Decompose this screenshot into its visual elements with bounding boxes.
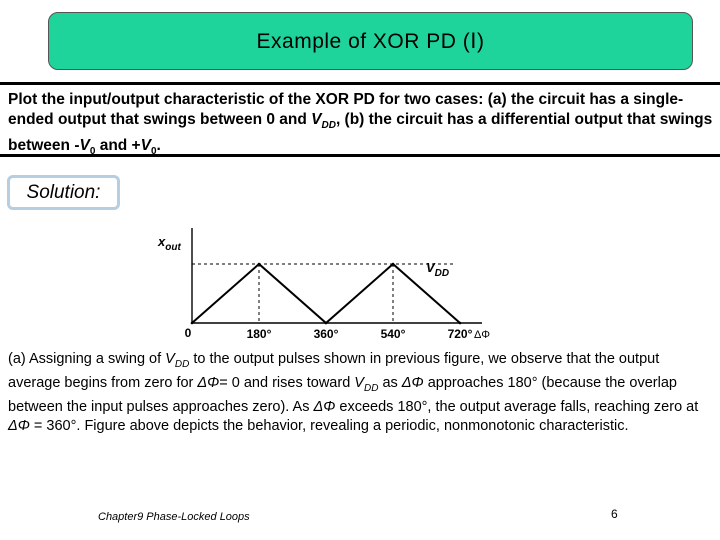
data-point bbox=[325, 322, 328, 325]
problem-text: Plot the input/output characteristic of the XOR PD for two cases: (a) the circuit has a single-ended output that swings between 0 and $V_{DD}$, (b) the circuit has a differential output that swings between $-V_0$ and $+V_0$. bbox=[8, 91, 713, 158]
y-axis-label: $x_{out}$ bbox=[158, 234, 181, 253]
solution-description: (a) Assigning a swing of $V_{DD}$ to the output pulses shown in previous figure, we observe that the output average begins from zero for ΔΦ= 0 and rises toward $V_{DD}$ as ΔΦ approaches 180° (because the overlap between the input pulses approaches zero). As ΔΦ exceeds 180°, the output average falls, reaching zero at ΔΦ = 360°. Figure above depicts the behavior, revealing a periodic, nonmonotonic characteristic. bbox=[8, 351, 699, 435]
problem-statement bbox=[0, 82, 720, 157]
x-tick-label: 360° bbox=[313, 327, 339, 341]
data-point bbox=[258, 263, 261, 266]
origin-label: 0 bbox=[184, 326, 192, 340]
vdd-level-label: $V_{DD}$ bbox=[426, 260, 450, 279]
x-tick-label: 720° bbox=[447, 327, 473, 341]
x-axis-label: ΔΦ bbox=[473, 329, 491, 341]
data-point bbox=[459, 322, 462, 325]
xor-characteristic-line bbox=[192, 264, 460, 323]
slide-title: Example of XOR PD (Ⅰ) bbox=[256, 29, 485, 53]
xor-characteristic-chart bbox=[150, 220, 500, 350]
solution-label: Solution: bbox=[26, 181, 101, 203]
data-point bbox=[191, 322, 194, 325]
title-banner bbox=[48, 12, 693, 70]
x-tick-label: 180° bbox=[246, 327, 272, 341]
data-point bbox=[392, 263, 395, 266]
solution-label-box bbox=[7, 175, 120, 210]
page-number: 6 bbox=[611, 507, 618, 521]
x-tick-label: 540° bbox=[380, 327, 406, 341]
footer-chapter: Chapter9 Phase-Locked Loops bbox=[98, 511, 250, 523]
